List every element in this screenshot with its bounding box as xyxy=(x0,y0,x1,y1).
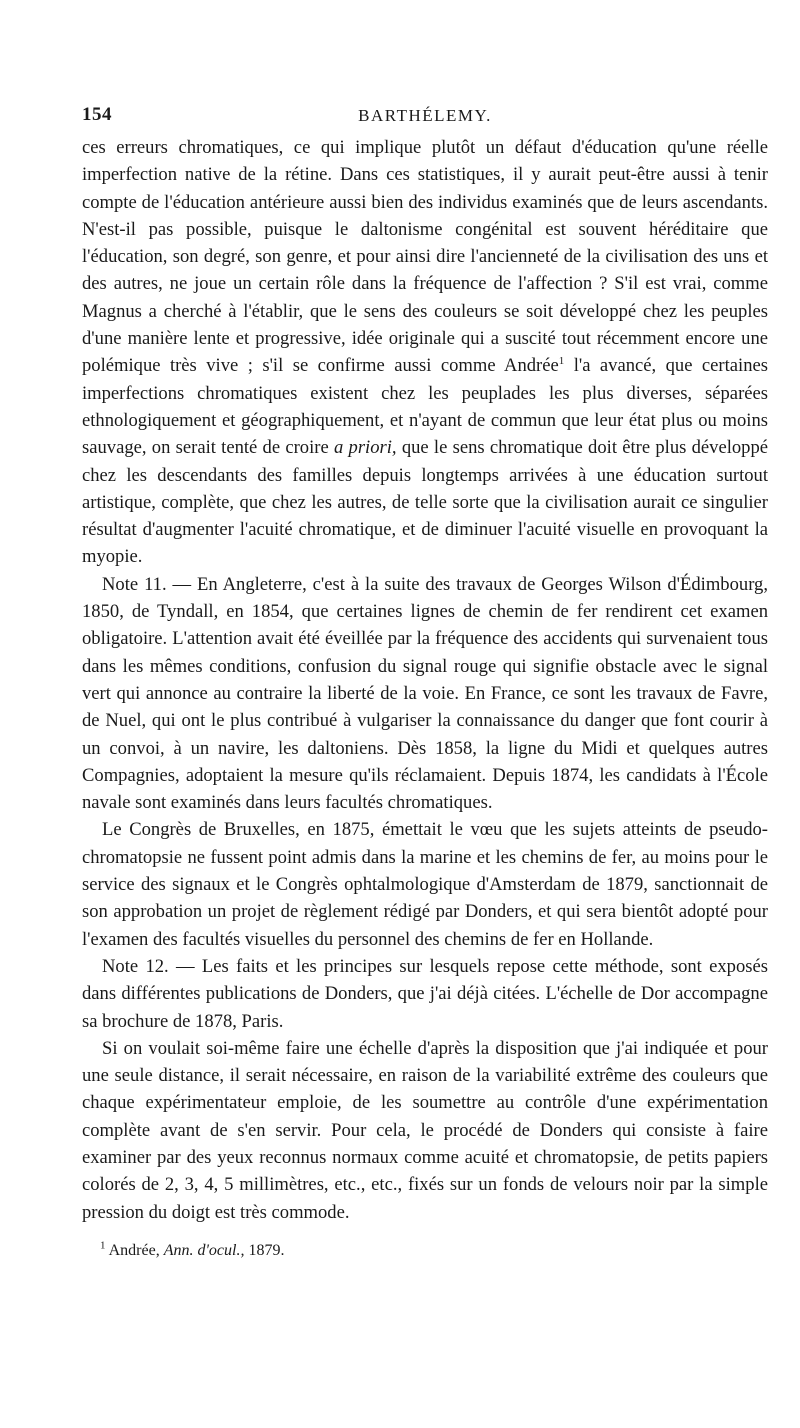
paragraph-text: l'a avancé, que certaines imperfections chromatiques existent chez les peuplades les plus diverses, séparées ethnologiquement et géographiquement, et n'ayant de commun que leur état plus ou moins sauvage, on serait tenté de croire xyxy=(82,355,768,459)
running-header xyxy=(82,104,768,134)
footnote-journal: Ann. d'ocul., xyxy=(163,1241,245,1259)
italic-phrase: a priori, xyxy=(333,437,397,459)
paragraph-note-12: Note 12. — Les faits et les principes sur lesquels repose cette méthode, sont exposés dans différentes publications de Donders, que j'ai déjà citées. L'échelle de Dor accompagne sa brochure de 1878, Paris. xyxy=(82,955,768,1032)
paragraph-continuation xyxy=(82,134,768,571)
footnote xyxy=(82,1240,768,1262)
paragraph-congres: Le Congrès de Bruxelles, en 1875, émettait le vœu que les sujets atteints de pseudo-chromatopsie ne fussent point admis dans la marine et les chemins de fer, au moins pour le service des signaux et le Congrès ophtalmologique d'Amsterdam de 1879, sanctionnait de son approbation un projet de règlement rédigé par Donders, et qui sera bientôt adopté pour l'examen des facultés visuelles du personnel des chemins de fer en Hollande. xyxy=(82,819,768,950)
footnote-reference: 1 xyxy=(558,355,565,368)
footnote-marker: 1 xyxy=(100,1239,106,1252)
body-text xyxy=(82,134,768,1226)
paragraph-echelle: Si on voulait soi-même faire une échelle d'après la disposition que j'ai indiquée et pour une seule distance, il serait nécessaire, en raison de la variabilité extrême des couleurs que chaque expérimentateur emploie, de les soumettre au contrôle d'une expérimentation complète avant de s'en servir. Pour cela, le procédé de Donders qui consiste à faire examiner par des yeux reconnus normaux comme acuité et chromatopsie, de petits papiers colorés de 2, 3, 4, 5 millimètres, etc., etc., fixés sur un fonds de velours noir par la simple pression du doigt est très commode. xyxy=(82,1037,768,1223)
footnote-text: Andrée, xyxy=(108,1241,164,1259)
page-number: 154 xyxy=(82,104,112,125)
paragraph-text: que le sens chromatique doit être plus développé chez les descendants des familles depuis longtemps arrivées à une éducation surtout artistique, complète, que chez les autres, de telle sorte que la civilisation aurait ce singulier résultat d'augmenter l'acuité chromatique, et de diminuer l'acuité visuelle en provoquant la myopie. xyxy=(82,437,769,568)
running-title: BARTHÉLEMY. xyxy=(358,106,492,125)
book-page xyxy=(82,104,768,1262)
paragraph-text: ces erreurs chromatiques, ce qui implique plutôt un défaut d'éducation qu'une réelle imperfection native de la rétine. Dans ces statistiques, il y aurait peut-être aussi à tenir compte de l'éducation antérieure aussi bien des individus examinés que de leurs ascendants. N'est-il pas possible, puisque le daltonisme congénital est souvent héréditaire que l'éducation, son degré, son genre, et pour ainsi dire l'ancienneté de la civilisation des uns et des autres, ne joue un certain rôle dans la fréquence de l'affection ? S'il est vrai, comme Magnus a cherché à l'établir, que le sens des couleurs se soit développé chez les peuples d'une manière lente et progressive, idée originale qui a suscité tout récemment encore une polémique très vive ; s'il se confirme aussi comme Andrée xyxy=(82,137,768,377)
footnote-year: 1879. xyxy=(244,1241,285,1259)
paragraph-note-11: Note 11. — En Angleterre, c'est à la suite des travaux de Georges Wilson d'Édimbourg, 1850, de Tyndall, en 1854, que certaines lignes de chemin de fer rendirent cet examen obligatoire. L'attention avait été éveillée par la fréquence des accidents qui survenaient tous dans les mêmes conditions, confusion du signal rouge qui signifie obstacle avec le signal vert qui annonce au contraire la liberté de la voie. En France, ce sont les travaux de Favre, de Nuel, qui ont le plus contribué à vulgariser la connaissance du danger que font courir à un convoi, à un navire, les daltoniens. Dès 1858, la ligne du Midi et quelques autres Compagnies, adoptaient la mesure qu'ils réclamaient. Depuis 1874, les candidats à l'École navale sont examinés dans leurs facultés chromatiques. xyxy=(82,573,768,814)
